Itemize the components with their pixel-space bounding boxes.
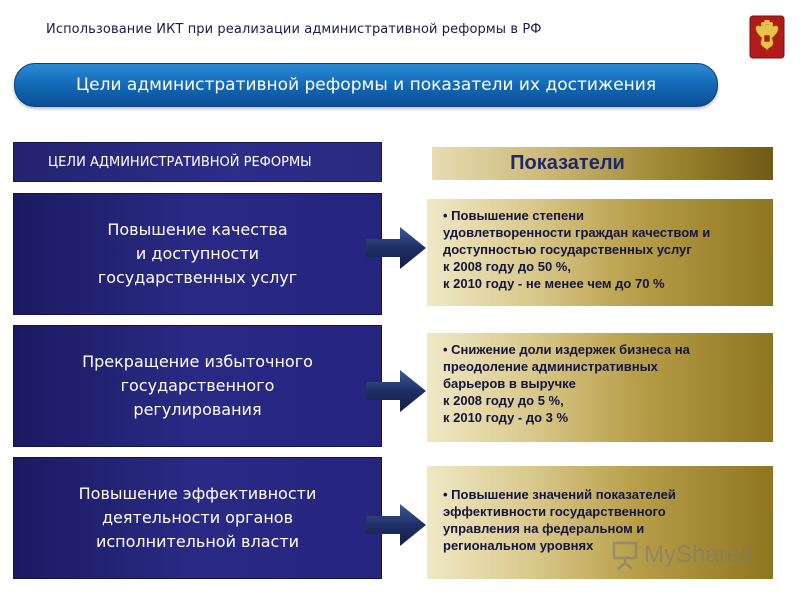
goal-text-2: Прекращение избыточного государственного регулирования bbox=[82, 352, 313, 419]
section-banner bbox=[14, 63, 718, 107]
arrow-right-icon bbox=[364, 368, 428, 414]
indicators-header-text: Показатели bbox=[510, 152, 625, 174]
arrow-right-icon bbox=[364, 225, 428, 271]
goals-column-header bbox=[13, 142, 382, 182]
goal-box-3 bbox=[13, 457, 382, 579]
indicator-text-3: • Повышение значений показателей эффективности государственного управления на федеральном и региональном уровнях bbox=[443, 487, 676, 553]
goals-header-text: ЦЕЛИ АДМИНИСТРАТИВНОЙ РЕФОРМЫ bbox=[48, 154, 312, 170]
banner-text: Цели административной реформы и показатели их достижения bbox=[75, 75, 657, 95]
goal-text-1: Повышение качества и доступности государственных услуг bbox=[97, 220, 298, 287]
goal-box-1 bbox=[13, 193, 382, 315]
page-title: Использование ИКТ при реализации административной реформы в РФ bbox=[46, 22, 542, 37]
presentation-board-icon bbox=[612, 540, 638, 570]
watermark-text: MyShared bbox=[644, 541, 754, 568]
indicators-column-header bbox=[432, 147, 773, 180]
russian-coat-of-arms-icon bbox=[749, 15, 785, 59]
indicator-text-1: • Повышение степени удовлетворенности граждан качеством и доступностью государственных услуг к 2008 году до 50 %, к 2010 году - не менее чем до 70 % bbox=[443, 208, 711, 291]
arrow-right-icon bbox=[364, 502, 428, 548]
watermark bbox=[612, 540, 772, 570]
goal-text-3: Повышение эффективности деятельности органов исполнительной власти bbox=[78, 484, 317, 551]
indicator-text-2: • Снижение доли издержек бизнеса на преодоление административных барьеров в выручке к 2008 году до 5 %, к 2010 году - до 3 % bbox=[443, 342, 690, 425]
indicator-box-2 bbox=[427, 333, 773, 442]
goal-box-2 bbox=[13, 325, 382, 447]
indicator-box-1 bbox=[427, 199, 773, 306]
